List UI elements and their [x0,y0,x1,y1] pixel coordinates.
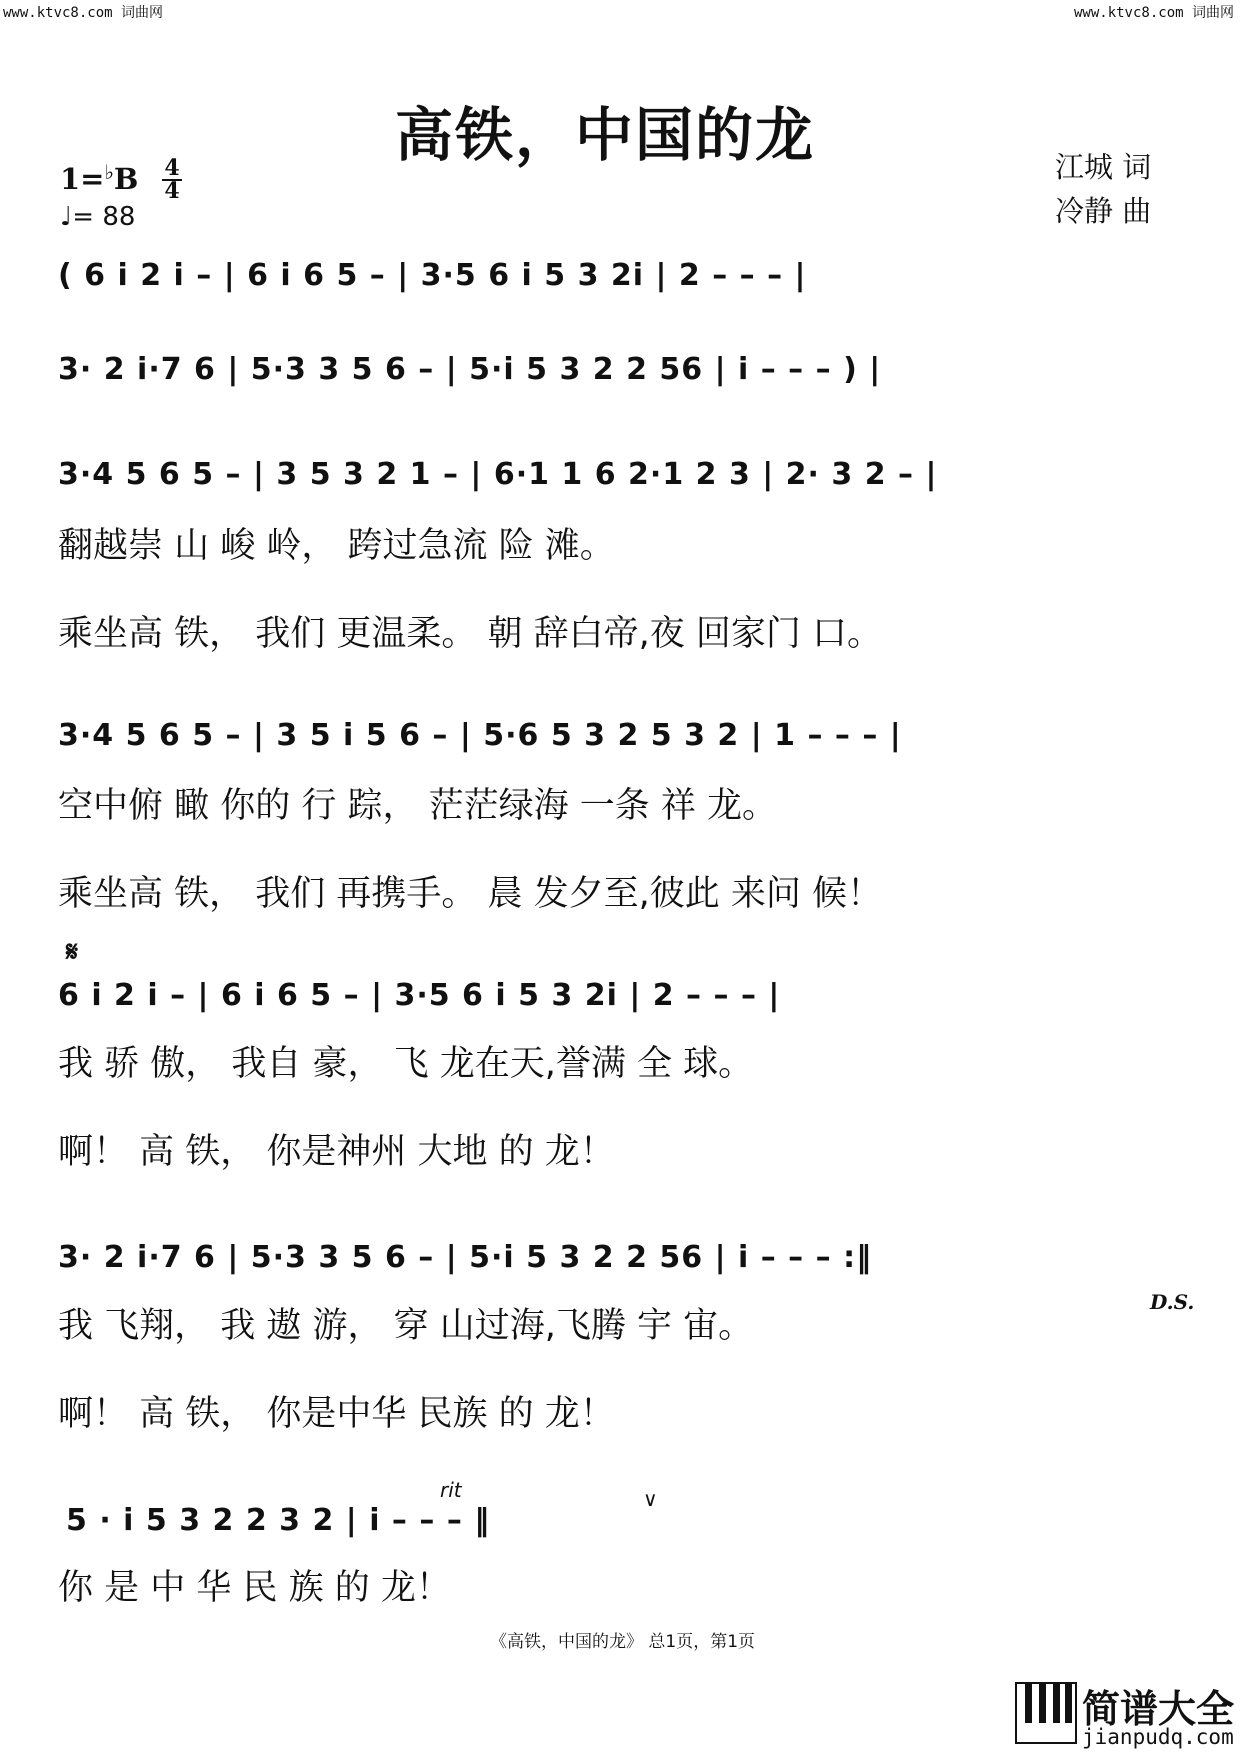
credits [1055,145,1151,233]
key-signature [60,160,138,196]
lyricist-credit: 江城 词 [1055,150,1152,184]
lyric-line-4-verse-2: 乘坐高 铁， 我们 再携手。 晨 发夕至,彼此 来问 候！ [58,874,883,914]
page-footer: 《高铁，中国的龙》 总1页，第1页 [490,1632,756,1652]
notation-line-7: 5 · i 5 3 2 2 3 2 | i – – – ‖ [66,1503,491,1538]
watermark-left: www.ktvc8.com 词曲网 [3,5,164,21]
lyric-line-5-verse-1: 我 骄 傲， 我自 豪， 飞 龙在天,誉满 全 球。 [58,1044,754,1084]
tempo-marking: ♩= 88 [60,202,136,232]
notation-line-6: 3· 2 i·7 6 | 5·3 3 5 6 – | 5·i 5 3 2 2 56 | i – – – :‖ [58,1240,873,1275]
watermark-right: www.ktvc8.com 词曲网 [1073,5,1234,21]
lyric-line-3-verse-1: 翻越崇 山 峻 岭， 跨过急流 险 滩。 [58,526,615,566]
lyric-line-6-verse-2: 啊！ 高 铁， 你是中华 民族 的 龙！ [58,1394,615,1434]
composer-credit: 冷静 曲 [1055,194,1152,228]
lyric-line-5-verse-2: 啊！ 高 铁， 你是神州 大地 的 龙！ [58,1132,615,1172]
time-signature-bottom: 4 [162,179,182,202]
lyric-line-3-verse-2: 乘坐高 铁， 我们 更温柔。 朝 辞白帝,夜 回家门 口。 [58,614,883,654]
logo-url: jianpudq.com [1082,1725,1234,1749]
flat-icon: ♭ [104,160,114,184]
time-signature [162,155,182,204]
lyric-line-6-verse-1: 我 飞翔， 我 遨 游， 穿 山过海,飞腾 宇 宙。 [58,1306,754,1346]
logo-text: 简谱大全 [1082,1687,1235,1731]
key-prefix: 1= [60,162,105,196]
lyric-line-4-verse-1: 空中俯 瞰 你的 行 踪， 茫茫绿海 一条 祥 龙。 [58,786,778,826]
segno-sign: 𝄋 [66,935,79,968]
lyric-line-7: 你 是 中 华 民 族 的 龙！ [58,1568,451,1608]
song-title: 高铁，中国的龙 [395,101,816,169]
time-signature-top: 4 [164,155,180,181]
rit-marking: rit [440,1478,462,1502]
notation-line-2: 3· 2 i·7 6 | 5·3 3 5 6 – | 5·i 5 3 2 2 56 | i – – – ) | [58,352,882,387]
piano-keys-icon [1015,1682,1077,1744]
ds-marking: D.S. [1150,1290,1195,1314]
breath-mark-icon: ∨ [643,1487,658,1511]
key-note: B [113,162,139,196]
notation-line-4: 3·4 5 6 5 – | 3 5 i 5 6 – | 5·6 5 3 2 5 3 2 | 1 – – – | [58,718,902,753]
notation-line-5: 6 i 2 i – | 6 i 6 5 – | 3·5 6 i 5 3 2i | 2 – – – | [58,978,781,1013]
notation-line-1: ( 6 i 2 i – | 6 i 6 5 – | 3·5 6 i 5 3 2i | 2 – – – | [58,258,807,293]
notation-line-3: 3·4 5 6 5 – | 3 5 3 2 1 – | 6·1 1 6 2·1 2 3 | 2· 3 2 – | [58,457,938,492]
